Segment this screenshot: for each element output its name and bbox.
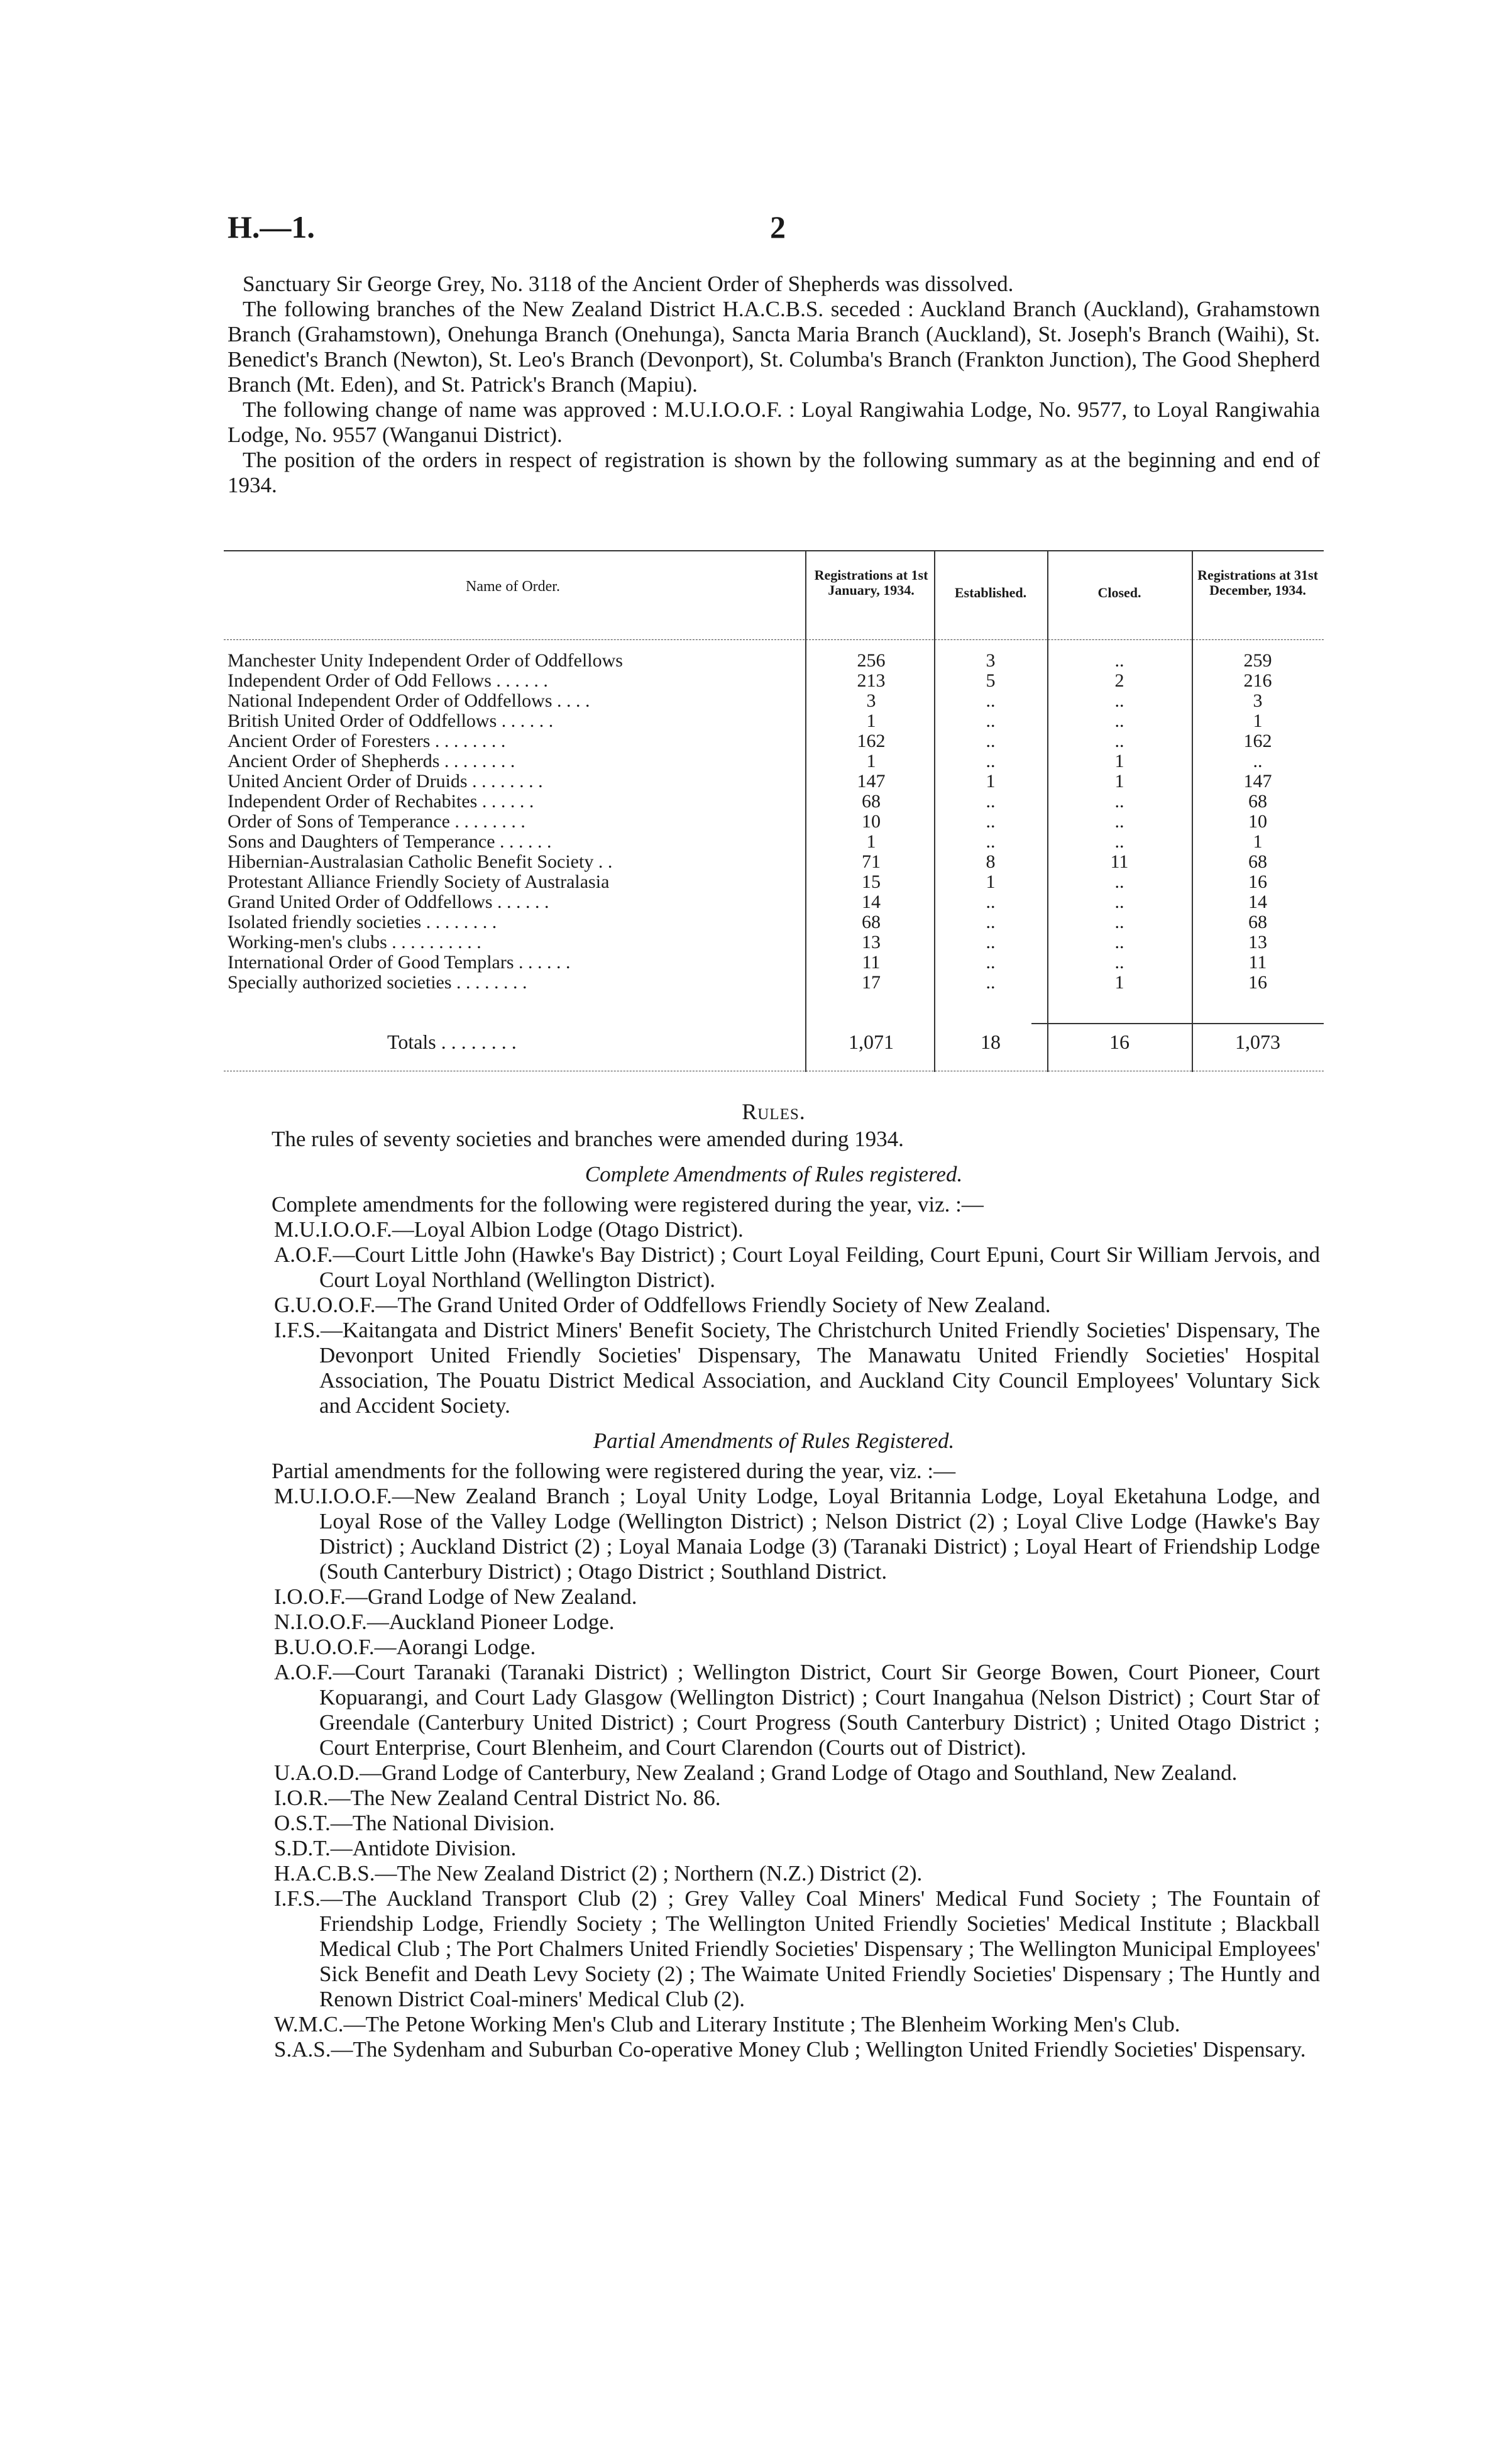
amendment-entry: H.A.C.B.S.—The New Zealand District (2) ; Northern (N.Z.) District (2). bbox=[274, 1861, 923, 1886]
totals-rule bbox=[1031, 1023, 1324, 1024]
cell-closed: .. bbox=[1114, 831, 1124, 852]
table-row bbox=[224, 973, 1324, 993]
cell-established: .. bbox=[986, 972, 996, 993]
cell-end: .. bbox=[1253, 751, 1263, 771]
table-row bbox=[224, 711, 1324, 731]
cell-start: 68 bbox=[862, 791, 881, 812]
order-name: Order of Sons of Temperance . . . . . . . . bbox=[228, 812, 525, 832]
cell-established: .. bbox=[986, 952, 996, 973]
totals-start: 1,071 bbox=[849, 1030, 894, 1053]
table-row bbox=[224, 731, 1324, 751]
order-name: Working-men's clubs . . . . . . . . . . bbox=[228, 932, 481, 953]
order-name: National Independent Order of Oddfellows . . . . bbox=[228, 691, 590, 711]
order-name: Specially authorized societies . . . . . . . . bbox=[228, 973, 527, 993]
table-row bbox=[224, 792, 1324, 812]
table-row bbox=[224, 691, 1324, 711]
rules-section bbox=[228, 1099, 1320, 2062]
table-row bbox=[224, 651, 1324, 671]
table-row bbox=[224, 671, 1324, 691]
cell-closed: .. bbox=[1114, 650, 1124, 671]
cell-closed: .. bbox=[1114, 690, 1124, 711]
order-name: Isolated friendly societies . . . . . . . . bbox=[228, 912, 497, 932]
order-name: United Ancient Order of Druids . . . . . . . . bbox=[228, 771, 543, 792]
intro-paragraph-2: The following branches of the New Zealand District H.A.C.B.S. seceded : Auckland Branch (Auckland), Grahamstown Branch (Grahamstown), Onehunga Branch (Onehunga), Sancta Maria Branch (Auckland), St. Joseph's Branch (Waihi), St. Benedict's Branch (Newton), St. Leo's Branch (Devonport), St. Columba's Branch (Frankton Junction), The Good Shepherd Branch (Mt. Eden), and St. Patrick's Branch (Mapiu). bbox=[228, 297, 1320, 397]
table-row bbox=[224, 912, 1324, 932]
order-name: Grand United Order of Oddfellows . . . . . . bbox=[228, 892, 549, 912]
cell-end: 1 bbox=[1253, 831, 1263, 852]
header-registrations-end: Registrations at 31st December, 1934. bbox=[1197, 567, 1318, 598]
cell-start: 14 bbox=[862, 892, 881, 912]
complete-amendments-list bbox=[228, 1217, 1320, 1418]
cell-start: 68 bbox=[862, 912, 881, 932]
cell-established: 1 bbox=[986, 871, 996, 892]
cell-end: 10 bbox=[1248, 811, 1267, 832]
cell-established: .. bbox=[986, 731, 996, 751]
cell-end: 16 bbox=[1248, 871, 1267, 892]
rules-heading: Rules. bbox=[742, 1099, 806, 1124]
totals-end: 1,073 bbox=[1235, 1030, 1280, 1053]
amendment-entry: U.A.O.D.—Grand Lodge of Canterbury, New Zealand ; Grand Lodge of Otago and Southland, New Zealand. bbox=[274, 1760, 1238, 1785]
table-row bbox=[224, 852, 1324, 872]
amendment-entry: I.O.R.—The New Zealand Central District No. 86. bbox=[274, 1786, 721, 1810]
amendment-entry: I.F.S.—Kaitangata and District Miners' Benefit Society, The Christchurch United Friendly Societies' Dispensary, The Devonport United Friendly Societies' Dispensary, The Manawatu United Friendly Societies' Hospital Association, The Pouatu District Medical Association, and Auckland City Council Employees' Voluntary Sick and Accident Society. bbox=[274, 1318, 1320, 1418]
cell-start: 3 bbox=[866, 690, 876, 711]
amendment-entry: A.O.F.—Court Taranaki (Taranaki District) ; Wellington District, Court Sir George Bowen, Court Pioneer, Court Kopuarangi, and Court Lady Glasgow (Wellington District) ; Court Inangahua (Nelson District) ; Court Star of Greendale (Canterbury United District) ; Court Progress (South Canterbury District) ; United Otago District ; Court Enterprise, Court Blenheim, and Court Clarendon (Courts out of District). bbox=[274, 1660, 1320, 1760]
intro-paragraph-3: The following change of name was approved : M.U.I.O.O.F. : Loyal Rangiwahia Lodge, No. 9577, to Loyal Rangiwahia Lodge, No. 9557 (Wanganui District). bbox=[228, 397, 1320, 447]
cell-closed: 1 bbox=[1114, 771, 1124, 792]
table-row bbox=[224, 751, 1324, 771]
amendment-entry: N.I.O.O.F.—Auckland Pioneer Lodge. bbox=[274, 1610, 615, 1634]
amendment-entry: S.A.S.—The Sydenham and Suburban Co-operative Money Club ; Wellington United Friendly Societies' Dispensary. bbox=[274, 2037, 1306, 2062]
table-row bbox=[224, 892, 1324, 912]
amendment-entry: B.U.O.O.F.—Aorangi Lodge. bbox=[274, 1635, 536, 1659]
amendment-entry: S.D.T.—Antidote Division. bbox=[274, 1836, 517, 1860]
cell-closed: .. bbox=[1114, 912, 1124, 932]
cell-start: 1 bbox=[866, 751, 876, 771]
cell-end: 68 bbox=[1248, 851, 1267, 872]
cell-start: 17 bbox=[862, 972, 881, 993]
cell-end: 216 bbox=[1243, 670, 1272, 691]
header-established: Established. bbox=[954, 585, 1027, 600]
amendment-entry: M.U.I.O.O.F.—New Zealand Branch ; Loyal Unity Lodge, Loyal Britannia Lodge, Loyal Eketahuna Lodge, and Loyal Rose of the Valley Lodge (Wellington District) ; Nelson District (2) ; Loyal Clive Lodge (Hawke's Bay District) ; Auckland District (2) ; Loyal Manaia Lodge (3) (Taranaki District) ; Loyal Heart of Friendship Lodge (South Canterbury District) ; Otago District ; Southland District. bbox=[274, 1484, 1320, 1584]
order-name: Ancient Order of Shepherds . . . . . . . . bbox=[228, 751, 515, 771]
cell-closed: 11 bbox=[1110, 851, 1129, 872]
cell-start: 13 bbox=[862, 932, 881, 953]
cell-start: 1 bbox=[866, 710, 876, 731]
amendment-entry: I.O.O.F.—Grand Lodge of New Zealand. bbox=[274, 1584, 637, 1609]
intro-paragraph-1: Sanctuary Sir George Grey, No. 3118 of the Ancient Order of Shepherds was dissolved. bbox=[243, 272, 1014, 296]
totals-established: 18 bbox=[981, 1030, 1001, 1053]
amendment-entry: G.U.O.O.F.—The Grand United Order of Oddfellows Friendly Society of New Zealand. bbox=[274, 1293, 1051, 1317]
header-registrations-start: Registrations at 1st January, 1934. bbox=[814, 567, 928, 598]
table-row bbox=[224, 953, 1324, 973]
cell-start: 213 bbox=[857, 670, 886, 691]
table-row bbox=[224, 812, 1324, 832]
cell-established: .. bbox=[986, 831, 996, 852]
cell-start: 147 bbox=[857, 771, 886, 792]
cell-established: .. bbox=[986, 710, 996, 731]
cell-end: 16 bbox=[1248, 972, 1267, 993]
amendment-entry: O.S.T.—The National Division. bbox=[274, 1811, 555, 1835]
cell-closed: .. bbox=[1114, 710, 1124, 731]
amendment-entry: W.M.C.—The Petone Working Men's Club and Literary Institute ; The Blenheim Working Men's Club. bbox=[274, 2012, 1180, 2036]
intro-paragraph-4: The position of the orders in respect of registration is shown by the following summary as at the beginning and end of 1934. bbox=[228, 448, 1320, 497]
registration-summary-table bbox=[224, 550, 1324, 1072]
cell-closed: .. bbox=[1114, 791, 1124, 812]
intro-section bbox=[228, 272, 1320, 498]
order-name: Sons and Daughters of Temperance . . . . . . bbox=[228, 832, 552, 852]
cell-established: .. bbox=[986, 932, 996, 953]
order-name: Independent Order of Odd Fellows . . . . . . bbox=[228, 671, 548, 691]
order-name: Independent Order of Rechabites . . . . . . bbox=[228, 792, 534, 812]
order-name: International Order of Good Templars . . . . . . bbox=[228, 953, 571, 973]
complete-amendments-intro: Complete amendments for the following were registered during the year, viz. :— bbox=[272, 1192, 984, 1217]
totals-label: Totals . . . . . . . . bbox=[387, 1030, 517, 1053]
cell-end: 259 bbox=[1243, 650, 1272, 671]
complete-amendments-heading: Complete Amendments of Rules registered. bbox=[585, 1162, 963, 1186]
cell-closed: 1 bbox=[1114, 751, 1124, 771]
cell-end: 68 bbox=[1248, 791, 1267, 812]
table-row bbox=[224, 932, 1324, 953]
partial-amendments-heading: Partial Amendments of Rules Registered. bbox=[593, 1428, 955, 1453]
cell-established: .. bbox=[986, 751, 996, 771]
cell-established: .. bbox=[986, 892, 996, 912]
partial-amendments-list bbox=[228, 1484, 1320, 2062]
document-reference: H.—1. bbox=[228, 209, 315, 245]
rules-intro: The rules of seventy societies and branches were amended during 1934. bbox=[272, 1127, 904, 1151]
cell-end: 3 bbox=[1253, 690, 1263, 711]
cell-established: .. bbox=[986, 811, 996, 832]
cell-established: .. bbox=[986, 690, 996, 711]
cell-end: 14 bbox=[1248, 892, 1267, 912]
cell-closed: .. bbox=[1114, 932, 1124, 953]
cell-closed: 1 bbox=[1114, 972, 1124, 993]
order-name: British United Order of Oddfellows . . . . . . bbox=[228, 711, 554, 731]
cell-start: 256 bbox=[857, 650, 886, 671]
cell-closed: .. bbox=[1114, 952, 1124, 973]
table-row bbox=[224, 771, 1324, 792]
cell-end: 68 bbox=[1248, 912, 1267, 932]
amendment-entry: I.F.S.—The Auckland Transport Club (2) ; Grey Valley Coal Miners' Medical Fund Society ; The Fountain of Friendship Lodge, Friendly Society ; The Wellington United Friendly Societies' Medical Institute ; Blackball Medical Club ; The Port Chalmers United Friendly Societies' Dispensary ; The Wellington Municipal Employees' Sick Benefit and Death Levy Society (2) ; The Waimate United Friendly Societies' Dispensary ; The Huntly and Renown District Coal-miners' Medical Club (2). bbox=[274, 1886, 1320, 2011]
cell-start: 10 bbox=[862, 811, 881, 832]
cell-end: 1 bbox=[1253, 710, 1263, 731]
cell-closed: .. bbox=[1114, 731, 1124, 751]
amendment-entry: M.U.I.O.O.F.—Loyal Albion Lodge (Otago District). bbox=[274, 1217, 744, 1242]
cell-end: 162 bbox=[1243, 731, 1272, 751]
cell-end: 13 bbox=[1248, 932, 1267, 953]
header-name-of-order: Name of Order. bbox=[466, 578, 560, 595]
table-top-rule bbox=[224, 550, 1324, 551]
table-row bbox=[224, 832, 1324, 852]
totals-closed: 16 bbox=[1109, 1030, 1130, 1053]
header-closed: Closed. bbox=[1097, 585, 1141, 600]
cell-start: 11 bbox=[862, 952, 881, 973]
cell-start: 162 bbox=[857, 731, 886, 751]
order-name: Hibernian-Australasian Catholic Benefit Society . . bbox=[228, 852, 613, 872]
cell-start: 71 bbox=[862, 851, 881, 872]
page-number: 2 bbox=[770, 209, 786, 245]
cell-closed: .. bbox=[1114, 871, 1124, 892]
order-name: Ancient Order of Foresters . . . . . . . . bbox=[228, 731, 506, 751]
cell-established: 8 bbox=[986, 851, 996, 872]
cell-established: 1 bbox=[986, 771, 996, 792]
table-header-rule bbox=[224, 639, 1324, 640]
cell-end: 147 bbox=[1243, 771, 1272, 792]
cell-established: 3 bbox=[986, 650, 996, 671]
partial-amendments-intro: Partial amendments for the following were registered during the year, viz. :— bbox=[272, 1459, 956, 1483]
order-name: Manchester Unity Independent Order of Oddfellows bbox=[228, 651, 623, 671]
cell-closed: 2 bbox=[1114, 670, 1124, 691]
cell-closed: .. bbox=[1114, 811, 1124, 832]
cell-closed: .. bbox=[1114, 892, 1124, 912]
amendment-entry: A.O.F.—Court Little John (Hawke's Bay District) ; Court Loyal Feilding, Court Epuni, Court Sir William Jervois, and Court Loyal Northland (Wellington District). bbox=[274, 1242, 1320, 1292]
cell-established: 5 bbox=[986, 670, 996, 691]
cell-start: 15 bbox=[862, 871, 881, 892]
table-row bbox=[224, 872, 1324, 892]
cell-start: 1 bbox=[866, 831, 876, 852]
cell-end: 11 bbox=[1248, 952, 1267, 973]
order-name: Protestant Alliance Friendly Society of Australasia bbox=[228, 872, 610, 892]
cell-established: .. bbox=[986, 791, 996, 812]
cell-established: .. bbox=[986, 912, 996, 932]
